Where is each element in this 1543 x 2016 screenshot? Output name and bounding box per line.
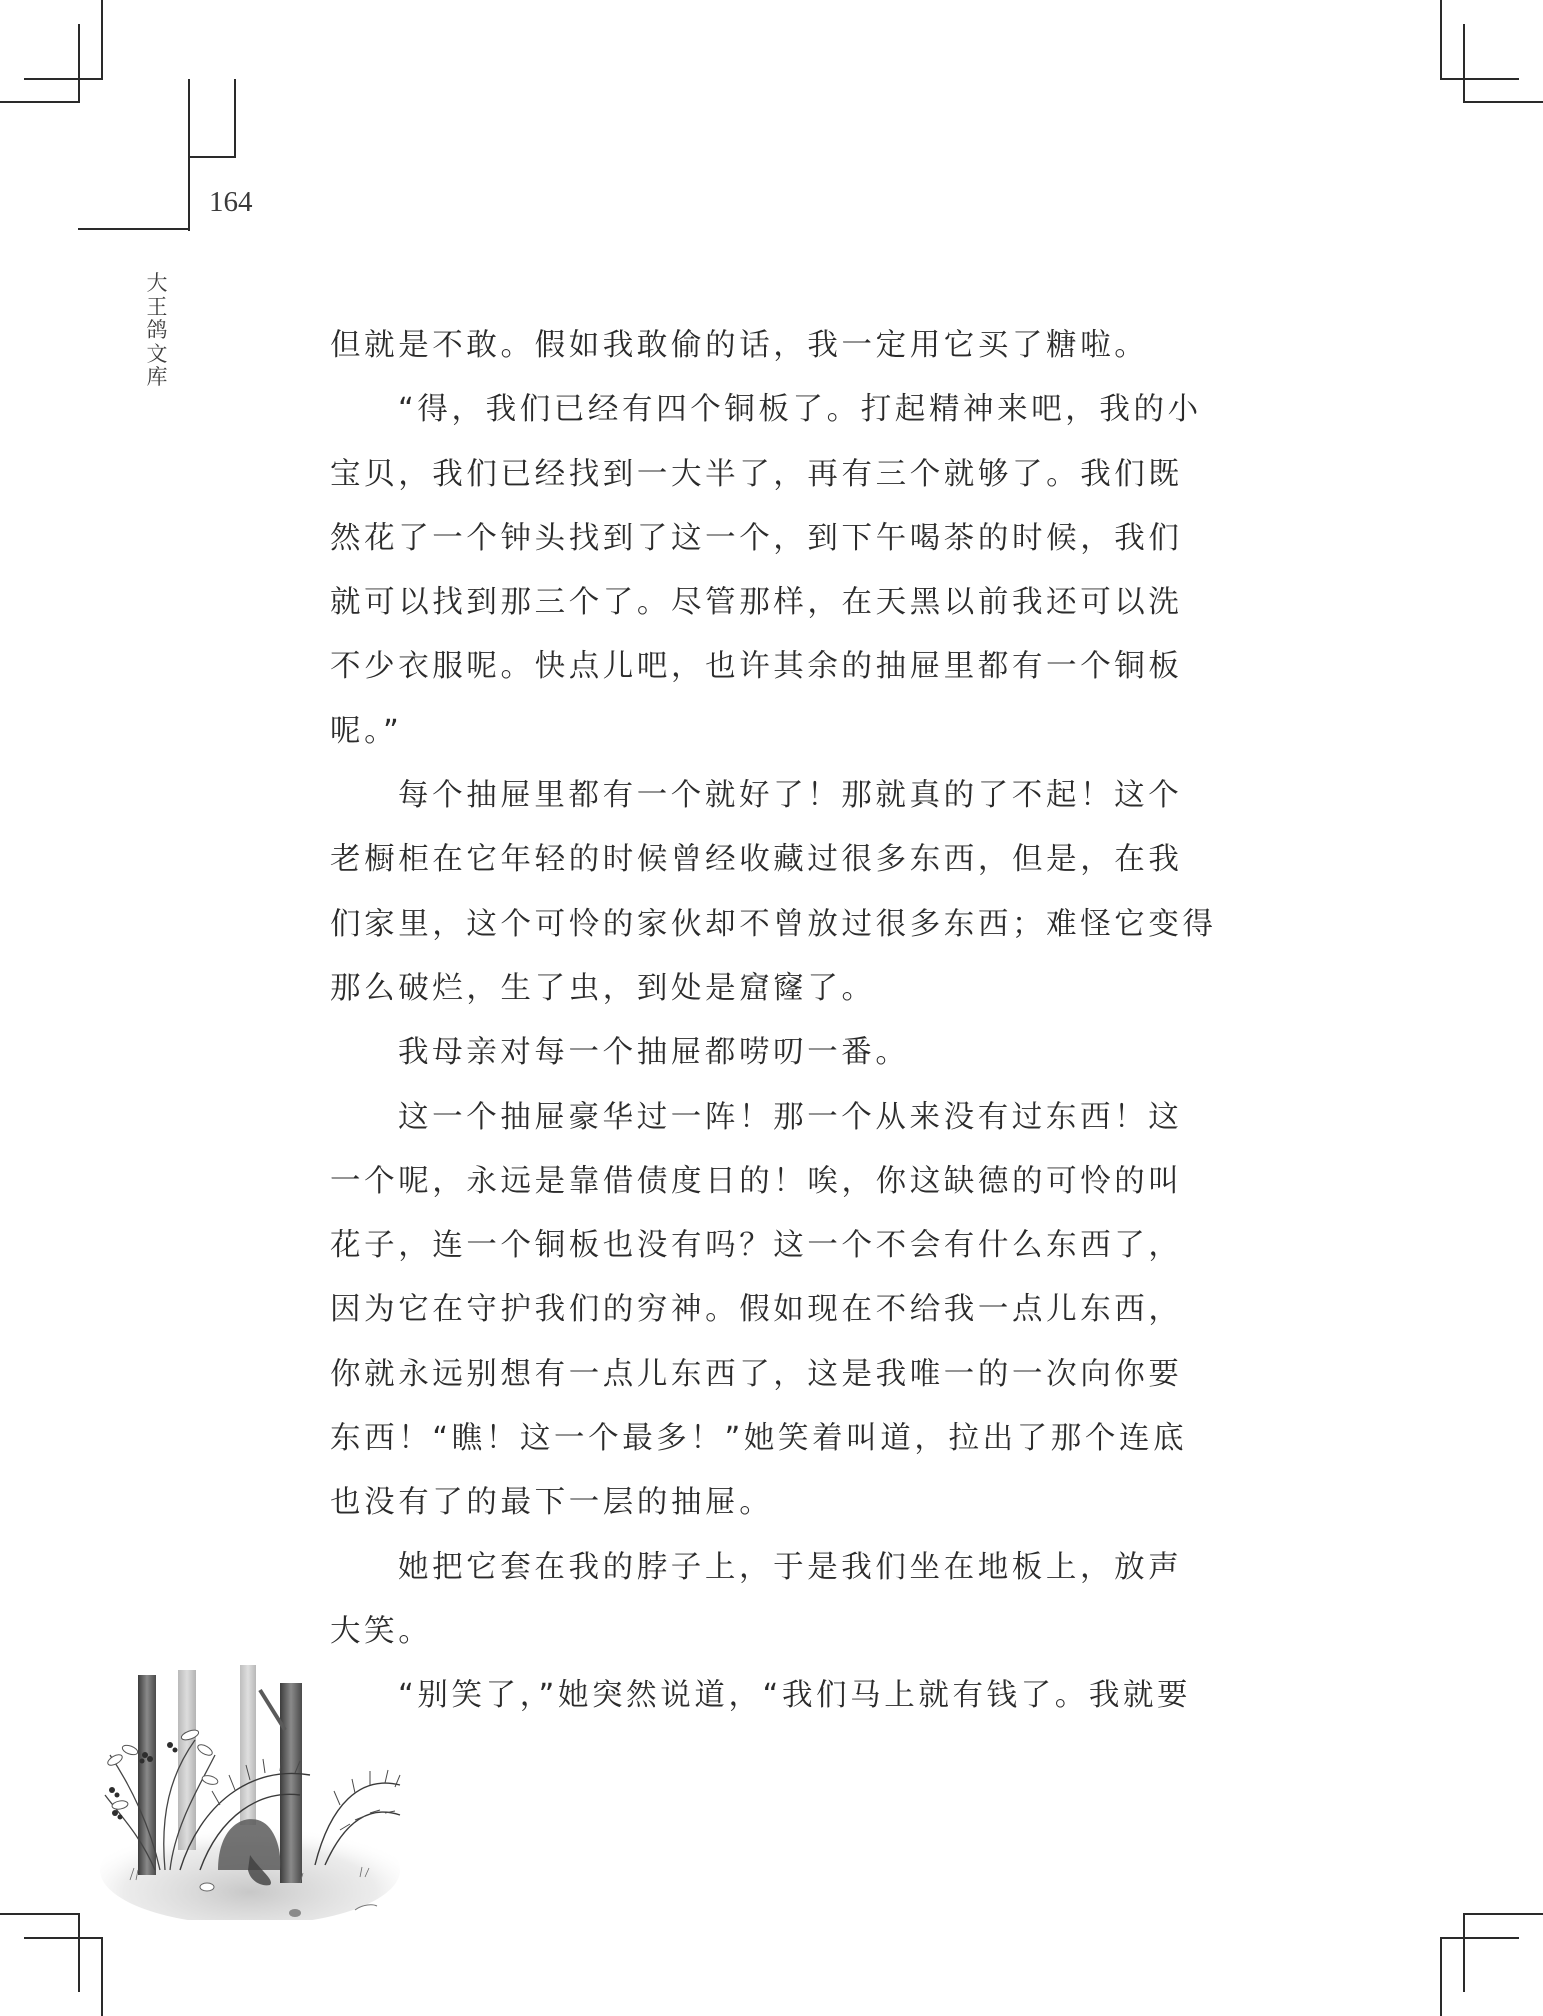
crop-mark-top-left-v2: [78, 24, 80, 103]
text-line: 一个呢，永远是靠借债度日的！唉，你这缺德的可怜的叫: [330, 1163, 1183, 1199]
text-line: 大笑。: [330, 1613, 433, 1649]
text-line: 东西！“瞧！这一个最多！”她笑着叫道，拉出了那个连底: [330, 1421, 1188, 1457]
crop-mark-bottom-right-v2: [1440, 1937, 1442, 2016]
text-line: 我母亲对每一个抽屉都唠叨一番。: [398, 1035, 910, 1071]
text-line: 因为它在守护我们的穷神。假如现在不给我一点儿东西，: [330, 1292, 1183, 1328]
crop-mark-bottom-left-v1: [78, 1913, 80, 1992]
text-line: 那么破烂，生了虫，到处是窟窿了。: [330, 970, 876, 1006]
text-line: 花子，连一个铜板也没有吗？这一个不会有什么东西了，: [330, 1228, 1183, 1264]
text-line: 你就永远别想有一点儿东西了，这是我唯一的一次向你要: [330, 1356, 1183, 1392]
header-rule-horizontal-long: [78, 228, 190, 230]
text-line: 呢。”: [330, 713, 403, 749]
crop-mark-bottom-right-h2: [1440, 1937, 1519, 1939]
header-rule-horizontal-short: [188, 156, 236, 158]
page-number: 164: [209, 186, 253, 218]
series-title-char: 文: [146, 341, 168, 366]
text-line: 每个抽屉里都有一个就好了！那就真的了不起！这个: [398, 778, 1183, 814]
header-rule-vertical-long: [188, 79, 190, 231]
text-line: 但就是不敢。假如我敢偷的话，我一定用它买了糖啦。: [330, 328, 1149, 363]
series-title-char: 库: [146, 365, 168, 389]
crop-mark-bottom-right-v1: [1463, 1913, 1465, 1992]
series-title-char: 鸽: [146, 318, 168, 342]
text-line: 然花了一个钟头找到了这一个，到下午喝茶的时候，我们: [330, 520, 1183, 556]
text-line: 老橱柜在它年轻的时候曾经收藏过很多东西，但是，在我: [330, 842, 1183, 878]
crop-mark-top-left-h1: [24, 78, 103, 80]
crop-mark-top-right-h1: [1440, 78, 1519, 80]
series-title-vertical: [145, 272, 169, 390]
crop-mark-bottom-right-h1: [1463, 1913, 1543, 1915]
forest-burrow-illustration: [100, 1655, 410, 1920]
series-title-char: 王: [146, 294, 168, 319]
text-line: 她把它套在我的脖子上，于是我们坐在地板上，放声: [398, 1549, 1183, 1585]
crop-mark-bottom-left-v2: [101, 1937, 103, 2016]
text-line: 不少衣服呢。快点儿吧，也许其余的抽屉里都有一个铜板: [330, 649, 1183, 685]
body-text: [330, 326, 1217, 1741]
crop-mark-bottom-left-h2: [24, 1937, 103, 1939]
crop-mark-top-right-h2: [1463, 101, 1543, 103]
crop-mark-top-left-v1: [101, 0, 103, 79]
text-line: 也没有了的最下一层的抽屉。: [330, 1485, 774, 1521]
crop-mark-bottom-left-h1: [0, 1913, 80, 1915]
text-line: “别笑了，”她突然说道，“我们马上就有钱了。我就要: [398, 1678, 1192, 1714]
header-rule-vertical-short: [234, 79, 236, 158]
crop-mark-top-right-v1: [1440, 0, 1442, 79]
crop-mark-top-right-v2: [1463, 24, 1465, 103]
text-line: 们家里，这个可怜的家伙却不曾放过很多东西；难怪它变得: [330, 906, 1217, 942]
text-line: 宝贝，我们已经找到一大半了，再有三个就够了。我们既: [330, 456, 1183, 492]
text-line: 就可以找到那三个了。尽管那样，在天黑以前我还可以洗: [330, 585, 1183, 621]
crop-mark-top-left-h2: [0, 101, 80, 103]
text-line: “得，我们已经有四个铜板了。打起精神来吧，我的小: [398, 392, 1202, 428]
text-line: 这一个抽屉豪华过一阵！那一个从来没有过东西！这: [398, 1099, 1183, 1135]
series-title-char: 大: [146, 271, 168, 295]
